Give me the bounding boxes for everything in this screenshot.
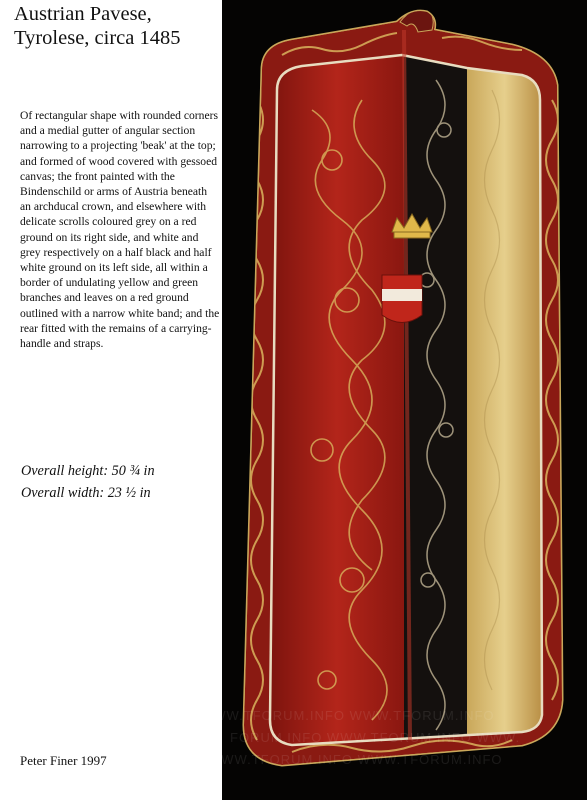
title-line-2: Tyrolese, circa 1485 bbox=[14, 27, 181, 49]
overall-width: Overall width: 23 ½ in bbox=[21, 485, 151, 501]
red-field bbox=[270, 55, 404, 745]
dimensions-block bbox=[21, 460, 221, 504]
overall-height: Overall height: 50 ¾ in bbox=[21, 463, 155, 479]
description-paragraph: Of rectangular shape with rounded corners and a medial gutter of angular section narrowing to a projecting 'beak' at the top; and formed of wood covered with gessoed canvas; the front painted with the Bindenschild or arms of Austria beneath an archducal crown, and elsewhere with delicate scrolls coloured grey on a red ground on its right side, and white and grey respectively on a half black and half white ground on its left side, all within a border of undulating yellow and green branches and leaves on a red ground outlined with a narrow white band; and the rear fitted with the remains of a carrying-handle and straps. bbox=[20, 109, 220, 351]
cream-stripe bbox=[467, 68, 542, 735]
title-line-1: Austrian Pavese, bbox=[14, 3, 152, 25]
photo-credit: Peter Finer 1997 bbox=[20, 753, 107, 768]
pavise-illustration bbox=[222, 0, 587, 800]
black-stripe bbox=[404, 55, 467, 740]
page-title bbox=[14, 2, 224, 50]
pavise-photo bbox=[222, 0, 587, 800]
